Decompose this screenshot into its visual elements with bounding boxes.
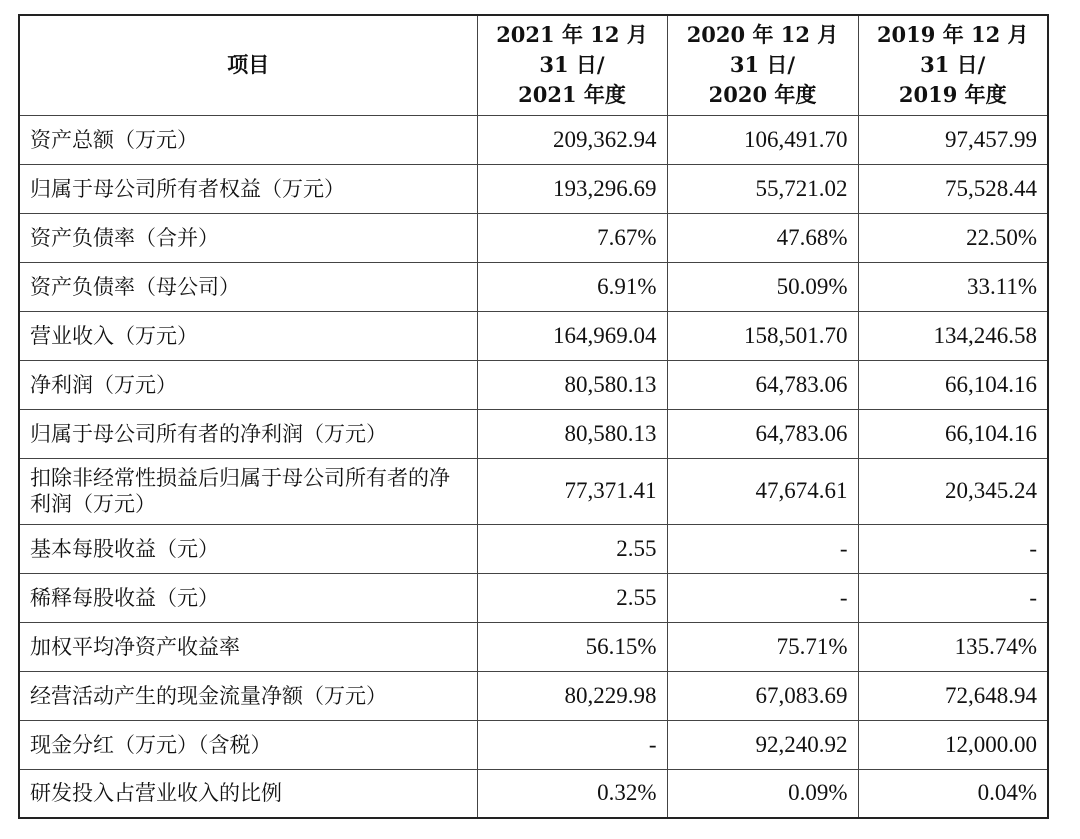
cell-2020: 106,491.70 xyxy=(667,115,858,164)
cell-2020: 64,783.06 xyxy=(667,360,858,409)
header-2019 xyxy=(858,15,1048,115)
cell-2021: 6.91% xyxy=(477,262,667,311)
row-label: 净利润（万元） xyxy=(19,360,477,409)
row-label: 归属于母公司所有者的净利润（万元） xyxy=(19,409,477,458)
cell-2021: 2.55 xyxy=(477,524,667,573)
cell-2021: 7.67% xyxy=(477,213,667,262)
cell-2020: 92,240.92 xyxy=(667,720,858,769)
table-header-row xyxy=(19,15,1048,115)
cell-2021: 193,296.69 xyxy=(477,164,667,213)
cell-2020: 50.09% xyxy=(667,262,858,311)
cell-2019: 66,104.16 xyxy=(858,409,1048,458)
row-label: 研发投入占营业收入的比例 xyxy=(19,769,477,818)
table-row xyxy=(19,524,1048,573)
cell-2019: 0.04% xyxy=(858,769,1048,818)
row-label: 现金分红（万元）（含税） xyxy=(19,720,477,769)
cell-2021: - xyxy=(477,720,667,769)
cell-2019: 33.11% xyxy=(858,262,1048,311)
cell-2019: - xyxy=(858,524,1048,573)
table-row xyxy=(19,213,1048,262)
cell-2020: 158,501.70 xyxy=(667,311,858,360)
table-row xyxy=(19,311,1048,360)
cell-2021: 0.32% xyxy=(477,769,667,818)
cell-2019: 22.50% xyxy=(858,213,1048,262)
table-row xyxy=(19,622,1048,671)
header-2021-text: 2021 年 12 月 31 日/ 2021 年度 xyxy=(496,22,648,108)
cell-2020: 67,083.69 xyxy=(667,671,858,720)
header-2020 xyxy=(667,15,858,115)
cell-2020: 64,783.06 xyxy=(667,409,858,458)
table-row xyxy=(19,360,1048,409)
table-row xyxy=(19,458,1048,524)
cell-2020: - xyxy=(667,573,858,622)
cell-2020: - xyxy=(667,524,858,573)
table-row xyxy=(19,671,1048,720)
financial-table-container xyxy=(18,14,1049,819)
cell-2020: 47.68% xyxy=(667,213,858,262)
row-label: 资产总额（万元） xyxy=(19,115,477,164)
cell-2019: 97,457.99 xyxy=(858,115,1048,164)
cell-2021: 80,580.13 xyxy=(477,360,667,409)
cell-2021: 56.15% xyxy=(477,622,667,671)
cell-2019: 75,528.44 xyxy=(858,164,1048,213)
row-label: 营业收入（万元） xyxy=(19,311,477,360)
table-row xyxy=(19,262,1048,311)
cell-2019: 12,000.00 xyxy=(858,720,1048,769)
row-label: 归属于母公司所有者权益（万元） xyxy=(19,164,477,213)
table-row xyxy=(19,573,1048,622)
cell-2020: 0.09% xyxy=(667,769,858,818)
header-2019-text: 2019 年 12 月 31 日/ 2019 年度 xyxy=(876,22,1029,108)
cell-2020: 75.71% xyxy=(667,622,858,671)
row-label: 基本每股收益（元） xyxy=(19,524,477,573)
table-row xyxy=(19,720,1048,769)
cell-2021: 2.55 xyxy=(477,573,667,622)
table-row xyxy=(19,769,1048,818)
cell-2021: 164,969.04 xyxy=(477,311,667,360)
cell-2021: 209,362.94 xyxy=(477,115,667,164)
table-row xyxy=(19,115,1048,164)
row-label: 资产负债率（母公司） xyxy=(19,262,477,311)
row-label: 稀释每股收益（元） xyxy=(19,573,477,622)
cell-2019: 134,246.58 xyxy=(858,311,1048,360)
cell-2019: 66,104.16 xyxy=(858,360,1048,409)
cell-2020: 55,721.02 xyxy=(667,164,858,213)
cell-2020: 47,674.61 xyxy=(667,458,858,524)
cell-2021: 80,229.98 xyxy=(477,671,667,720)
cell-2019: 72,648.94 xyxy=(858,671,1048,720)
cell-2021: 80,580.13 xyxy=(477,409,667,458)
header-2020-text: 2020 年 12 月 31 日/ 2020 年度 xyxy=(686,22,839,108)
row-label: 加权平均净资产收益率 xyxy=(19,622,477,671)
cell-2019: - xyxy=(858,573,1048,622)
table-row xyxy=(19,409,1048,458)
row-label: 扣除非经常性损益后归属于母公司所有者的净利润（万元） xyxy=(19,458,477,524)
cell-2021: 77,371.41 xyxy=(477,458,667,524)
financial-data-table xyxy=(18,14,1049,819)
cell-2019: 135.74% xyxy=(858,622,1048,671)
header-item: 项目 xyxy=(19,15,477,115)
header-2021 xyxy=(477,15,667,115)
cell-2019: 20,345.24 xyxy=(858,458,1048,524)
table-row xyxy=(19,164,1048,213)
row-label: 经营活动产生的现金流量净额（万元） xyxy=(19,671,477,720)
row-label: 资产负债率（合并） xyxy=(19,213,477,262)
